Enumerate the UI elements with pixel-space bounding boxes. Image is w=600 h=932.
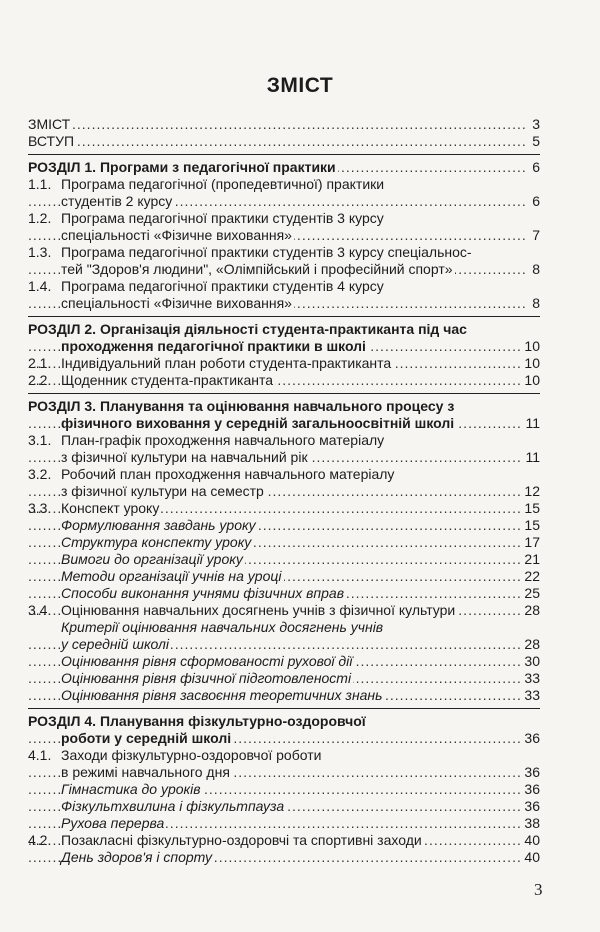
toc-entry[interactable]: [28, 278, 540, 295]
toc-entry-title: Робочий план проходження навчального матеріалу: [61, 466, 395, 482]
toc-entry-number: 1.4.: [28, 278, 52, 294]
toc-entry-title: Конспект уроку: [61, 500, 160, 516]
toc-entry[interactable]: [28, 159, 540, 176]
toc-entry-page: 36: [520, 730, 540, 747]
toc-entry-title: Програма педагогічної практики студентів 3 курсу: [61, 210, 384, 226]
toc-entry-page: 38: [520, 815, 540, 832]
section-divider: [28, 393, 540, 394]
toc-entry-number: 3.3.: [28, 500, 52, 516]
toc-entry[interactable]: [28, 798, 540, 815]
toc-entry-title: РОЗДІЛ 2. Організація діяльності студента-практиканта під час: [28, 321, 467, 337]
toc-entry[interactable]: [28, 483, 540, 500]
toc-entry-number: 4.1.: [28, 747, 52, 763]
toc-entry-page: 33: [520, 670, 540, 687]
toc-entry-page: 25: [520, 585, 540, 602]
toc-entry-page: 30: [520, 653, 540, 670]
page-title: ЗМІСТ: [266, 74, 334, 97]
toc-entry[interactable]: [28, 116, 540, 133]
toc-entry-page: 6: [528, 193, 540, 210]
toc-entry-page: 7: [528, 227, 540, 244]
toc-entry-page: 10: [520, 338, 540, 355]
toc-entry-page: 36: [520, 798, 540, 815]
toc-entry-title: Вимоги до організації уроку: [61, 551, 243, 567]
toc-entry-title: Програма педагогічної практики студентів 4 курсу: [61, 278, 384, 294]
toc-entry-title: Індивідуальний план роботи студента-практиканта: [61, 355, 392, 371]
toc-entry-number: 4.2.: [28, 832, 52, 848]
toc-entry-page: 11: [521, 449, 540, 466]
toc-entry-number: 3.2.: [28, 466, 52, 482]
toc-entry-title: День здоров'я і спорту: [61, 849, 213, 865]
toc-entry-title: ВСТУП: [28, 133, 75, 149]
toc-entry-page: 10: [520, 372, 540, 389]
toc-entry-title: Програма педагогічної (пропедевтичної) практики: [61, 176, 385, 192]
toc-entry[interactable]: [28, 176, 540, 193]
toc-entry[interactable]: [28, 832, 540, 849]
toc-entry[interactable]: [28, 133, 540, 150]
toc-entry[interactable]: [28, 636, 540, 653]
toc-entry-page: 22: [520, 568, 540, 585]
toc-entry-title: з фізичної культури на навчальний рік: [61, 449, 308, 465]
toc-entry-page: 5: [528, 133, 540, 150]
toc-entry[interactable]: [28, 619, 540, 636]
toc-entry-title: Методи організації учнів на уроці: [61, 568, 282, 584]
toc-entry-title: Позакласні фізкультурно-оздоровчі та спортивні заходи: [61, 832, 422, 848]
toc-entry[interactable]: [28, 500, 540, 517]
toc-entry-title: План-графік проходження навчального матеріалу: [61, 432, 385, 448]
dot-leader: [28, 133, 540, 150]
toc-entry-title: в режимі навчального дня: [61, 764, 230, 780]
toc-entry[interactable]: [28, 466, 540, 483]
toc-entry-title: Рухова перерва: [61, 815, 165, 831]
toc-entry-title: ЗМІСТ: [28, 116, 71, 132]
toc-entry-title: РОЗДІЛ 1. Програми з педагогічної практики: [28, 159, 336, 175]
toc-entry[interactable]: [28, 244, 540, 261]
toc-entry-page: 8: [528, 295, 540, 312]
toc-entry-page: 10: [520, 355, 540, 372]
toc-entry[interactable]: [28, 372, 540, 389]
section-divider: [28, 154, 540, 155]
toc-entry[interactable]: [28, 551, 540, 568]
toc-entry[interactable]: [28, 585, 540, 602]
section-divider: [28, 708, 540, 709]
toc-entry-page: 36: [520, 764, 540, 781]
toc-entry[interactable]: [28, 687, 540, 704]
toc-entry-page: 28: [520, 636, 540, 653]
toc-entry-title: Гімнастика до уроків: [61, 781, 201, 797]
toc-entry-title: фізичного виховання у середній загальноосвітній школі: [61, 415, 455, 431]
toc-entry[interactable]: [28, 653, 540, 670]
toc-entry[interactable]: [28, 261, 540, 278]
toc-entry-page: 8: [528, 261, 540, 278]
toc-entry-title: Програма педагогічної практики студентів 3 курсу спеціальнос-: [61, 244, 472, 260]
section-divider: [28, 316, 540, 317]
toc-entry[interactable]: [28, 398, 540, 415]
toc-entry-title: тей "Здоров'я людини", «Олімпійський і професійний спорт»: [61, 261, 453, 277]
toc-entry-title: РОЗДІЛ 3. Планування та оцінювання навчального процесу з: [28, 398, 455, 414]
toc-entry-number: 3.4.: [28, 602, 52, 618]
toc-entry-page: 36: [520, 781, 540, 798]
toc-entry[interactable]: [28, 227, 540, 244]
toc-entry-title: студентів 2 курсу: [61, 193, 173, 209]
toc-entry-title: Оцінювання рівня засвоєння теоретичних знань: [61, 687, 383, 703]
toc-entry[interactable]: [28, 210, 540, 227]
toc-entry-page: 21: [520, 551, 540, 568]
toc-entry[interactable]: [28, 781, 540, 798]
toc-entry-title: Оцінювання навчальних досягнень учнів з фізичної культури: [61, 602, 456, 618]
toc-entry-number: 2.2.: [28, 372, 52, 388]
toc-entry-page: 3: [528, 116, 540, 133]
toc-entry[interactable]: [28, 815, 540, 832]
toc-entry-page: 17: [520, 534, 540, 551]
toc-entry-title: з фізичної культури на семестр: [61, 483, 264, 499]
toc-entry-title: роботи у середній школі: [61, 730, 232, 746]
toc-entry-page: 12: [520, 483, 540, 500]
toc-entry[interactable]: [28, 849, 540, 866]
toc-entry[interactable]: [28, 568, 540, 585]
toc-entry[interactable]: [28, 713, 540, 730]
toc-entry[interactable]: [28, 415, 540, 432]
toc-entry-title: Формулювання завдань уроку: [61, 517, 256, 533]
toc-entry-title: спеціальності «Фізичне виховання»: [61, 227, 292, 243]
toc-entry-number: 1.2.: [28, 210, 52, 226]
toc-entry[interactable]: [28, 534, 540, 551]
table-of-contents: [28, 116, 540, 866]
toc-entry[interactable]: [28, 355, 540, 372]
toc-entry-page: 28: [520, 602, 540, 619]
toc-entry-title: Щоденник студента-практиканта: [61, 372, 274, 388]
toc-entry-title: спеціальності «Фізичне виховання»: [61, 295, 292, 311]
toc-entry-page: 15: [520, 500, 540, 517]
toc-entry-title: РОЗДІЛ 4. Планування фізкультурно-оздоровчої: [28, 713, 366, 729]
toc-entry[interactable]: [28, 764, 540, 781]
toc-entry-number: 1.3.: [28, 244, 52, 260]
toc-entry-title: Структура конспекту уроку: [61, 534, 252, 550]
toc-entry-title: Способи виконання учнями фізичних вправ: [61, 585, 345, 601]
toc-entry[interactable]: [28, 432, 540, 449]
toc-entry-number: 2.1.: [28, 355, 52, 371]
toc-entry-page: 40: [520, 832, 540, 849]
toc-entry[interactable]: [28, 338, 540, 355]
toc-entry[interactable]: [28, 670, 540, 687]
toc-entry-title: Заходи фізкультурно-оздоровчої роботи: [61, 747, 322, 763]
toc-entry-page: 11: [521, 415, 540, 432]
toc-entry-title: Оцінювання рівня фізичної підготовленості: [61, 670, 352, 686]
toc-entry-title: Критерії оцінювання навчальних досягнень учнів: [61, 619, 384, 635]
toc-entry[interactable]: [28, 321, 540, 338]
toc-entry[interactable]: [28, 517, 540, 534]
page-number: 3: [534, 880, 543, 899]
toc-entry-title: у середній школі: [61, 636, 170, 652]
toc-entry[interactable]: [28, 193, 540, 210]
toc-entry[interactable]: [28, 602, 540, 619]
dot-leader: [28, 116, 540, 133]
toc-entry-page: 15: [520, 517, 540, 534]
toc-entry[interactable]: [28, 295, 540, 312]
toc-entry[interactable]: [28, 449, 540, 466]
toc-entry-page: 33: [520, 687, 540, 704]
toc-entry-title: Фізкультхвилина і фізкультпауза: [61, 798, 285, 814]
toc-entry-title: проходження педагогічної практики в школі: [61, 338, 366, 354]
toc-entry-number: 3.1.: [28, 432, 52, 448]
toc-entry-page: 40: [520, 849, 540, 866]
toc-entry-number: 1.1.: [28, 176, 52, 192]
toc-entry-page: 6: [528, 159, 540, 176]
toc-entry[interactable]: [28, 747, 540, 764]
toc-entry-title: Оцінювання рівня сформованості рухової дії: [61, 653, 353, 669]
toc-entry[interactable]: [28, 730, 540, 747]
